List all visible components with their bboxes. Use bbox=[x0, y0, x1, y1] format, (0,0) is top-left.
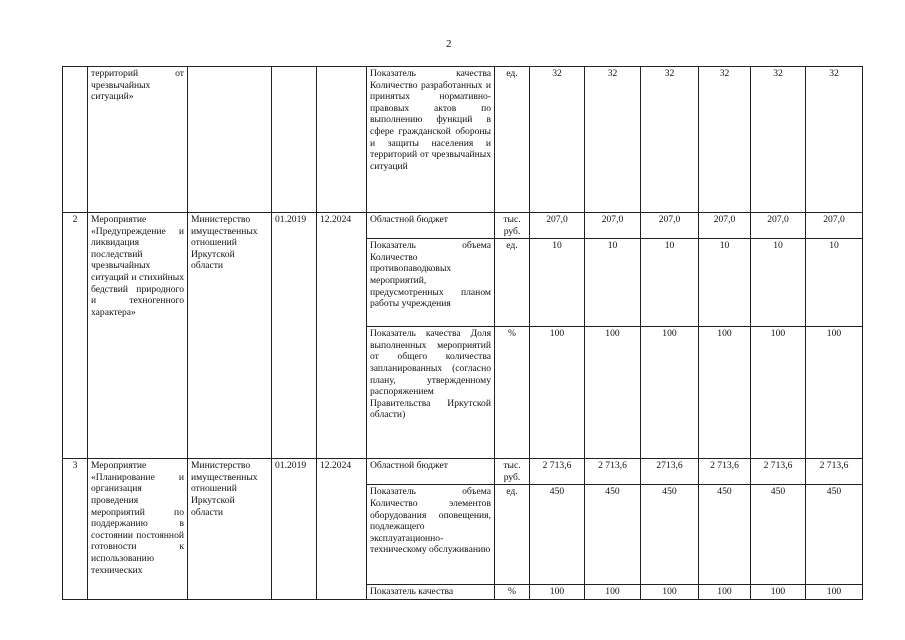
value-cell: 2 713,6 bbox=[806, 459, 863, 485]
unit-cell: тыс. руб. bbox=[495, 459, 530, 485]
measure-name-cell: территорий от чрезвычайных ситуаций» bbox=[88, 67, 188, 213]
row-number-cell: 3 bbox=[63, 459, 88, 600]
measure-name-cell: Мероприятие «Предупреждение и ликвидация последствий чрезвычайных ситуаций и стихийных бедствий природного и техногенного характера» bbox=[88, 213, 188, 459]
unit-cell: ед. bbox=[495, 67, 530, 213]
start-date-cell: 01.2019 bbox=[272, 459, 317, 600]
value-cell: 32 bbox=[751, 67, 806, 213]
value-cell: 32 bbox=[641, 67, 699, 213]
value-cell: 32 bbox=[530, 67, 585, 213]
indicator-cell: Областной бюджет bbox=[367, 213, 495, 239]
value-cell: 10 bbox=[751, 239, 806, 327]
value-cell: 10 bbox=[806, 239, 863, 327]
value-cell: 10 bbox=[585, 239, 641, 327]
program-table bbox=[62, 66, 863, 600]
indicator-cell: Областной бюджет bbox=[367, 459, 495, 485]
value-cell: 100 bbox=[699, 585, 751, 600]
executor-cell: Министерство имущественных отношений Иркутской области bbox=[188, 213, 272, 459]
table-row bbox=[63, 459, 863, 485]
start-date-cell: 01.2019 bbox=[272, 213, 317, 459]
value-cell: 207,0 bbox=[530, 213, 585, 239]
value-cell: 2 713,6 bbox=[530, 459, 585, 485]
value-cell: 100 bbox=[751, 327, 806, 459]
executor-cell bbox=[188, 67, 272, 213]
value-cell: 10 bbox=[530, 239, 585, 327]
value-cell: 450 bbox=[530, 485, 585, 585]
value-cell: 100 bbox=[641, 327, 699, 459]
value-cell: 10 bbox=[699, 239, 751, 327]
value-cell: 32 bbox=[585, 67, 641, 213]
value-cell: 207,0 bbox=[585, 213, 641, 239]
start-date-cell bbox=[272, 67, 317, 213]
page-number: 2 bbox=[446, 38, 452, 50]
value-cell: 450 bbox=[751, 485, 806, 585]
value-cell: 10 bbox=[641, 239, 699, 327]
unit-cell: ед. bbox=[495, 239, 530, 327]
measure-name-cell: Мероприятие «Планирование и организация проведения мероприятий по поддержанию в состоянии постоянной готовности к использованию технических bbox=[88, 459, 188, 600]
indicator-cell: Показатель качества bbox=[367, 585, 495, 600]
unit-cell: ед. bbox=[495, 485, 530, 585]
end-date-cell: 12.2024 bbox=[317, 459, 367, 600]
value-cell: 100 bbox=[641, 585, 699, 600]
indicator-cell: Показатель объема Количество элементов оборудования оповещения, подлежащего эксплуатационно-техническому обслуживанию bbox=[367, 485, 495, 585]
value-cell: 450 bbox=[806, 485, 863, 585]
end-date-cell: 12.2024 bbox=[317, 213, 367, 459]
value-cell: 207,0 bbox=[641, 213, 699, 239]
value-cell: 450 bbox=[699, 485, 751, 585]
row-number-cell: 2 bbox=[63, 213, 88, 459]
row-number-cell bbox=[63, 67, 88, 213]
unit-cell: % bbox=[495, 585, 530, 600]
value-cell: 207,0 bbox=[699, 213, 751, 239]
value-cell: 2 713,6 bbox=[751, 459, 806, 485]
executor-cell: Министерство имущественных отношений Иркутской области bbox=[188, 459, 272, 600]
value-cell: 100 bbox=[699, 327, 751, 459]
value-cell: 450 bbox=[641, 485, 699, 585]
value-cell: 32 bbox=[699, 67, 751, 213]
value-cell: 100 bbox=[806, 585, 863, 600]
indicator-cell: Показатель качества Количество разработанных и принятых нормативно-правовых актов по выполнению функций в сфере гражданской обороны и защиты населения и территорий от чрезвычайных ситуаций bbox=[367, 67, 495, 213]
value-cell: 100 bbox=[530, 585, 585, 600]
value-cell: 100 bbox=[585, 585, 641, 600]
value-cell: 450 bbox=[585, 485, 641, 585]
value-cell: 100 bbox=[530, 327, 585, 459]
value-cell: 207,0 bbox=[806, 213, 863, 239]
value-cell: 32 bbox=[806, 67, 863, 213]
indicator-cell: Показатель объема Количество противопаводковых мероприятий, предусмотренных планом работы учреждения bbox=[367, 239, 495, 327]
table-row bbox=[63, 213, 863, 239]
value-cell: 100 bbox=[806, 327, 863, 459]
value-cell: 2 713,6 bbox=[585, 459, 641, 485]
value-cell: 100 bbox=[585, 327, 641, 459]
indicator-cell: Показатель качества Доля выполненных мероприятий от общего количества запланированных (согласно плану, утвержденному распоряжением Правительства Иркутской области) bbox=[367, 327, 495, 459]
unit-cell: % bbox=[495, 327, 530, 459]
value-cell: 2 713,6 bbox=[699, 459, 751, 485]
value-cell: 207,0 bbox=[751, 213, 806, 239]
table-row bbox=[63, 67, 863, 213]
end-date-cell bbox=[317, 67, 367, 213]
value-cell: 100 bbox=[751, 585, 806, 600]
value-cell: 2713,6 bbox=[641, 459, 699, 485]
unit-cell: тыс. руб. bbox=[495, 213, 530, 239]
